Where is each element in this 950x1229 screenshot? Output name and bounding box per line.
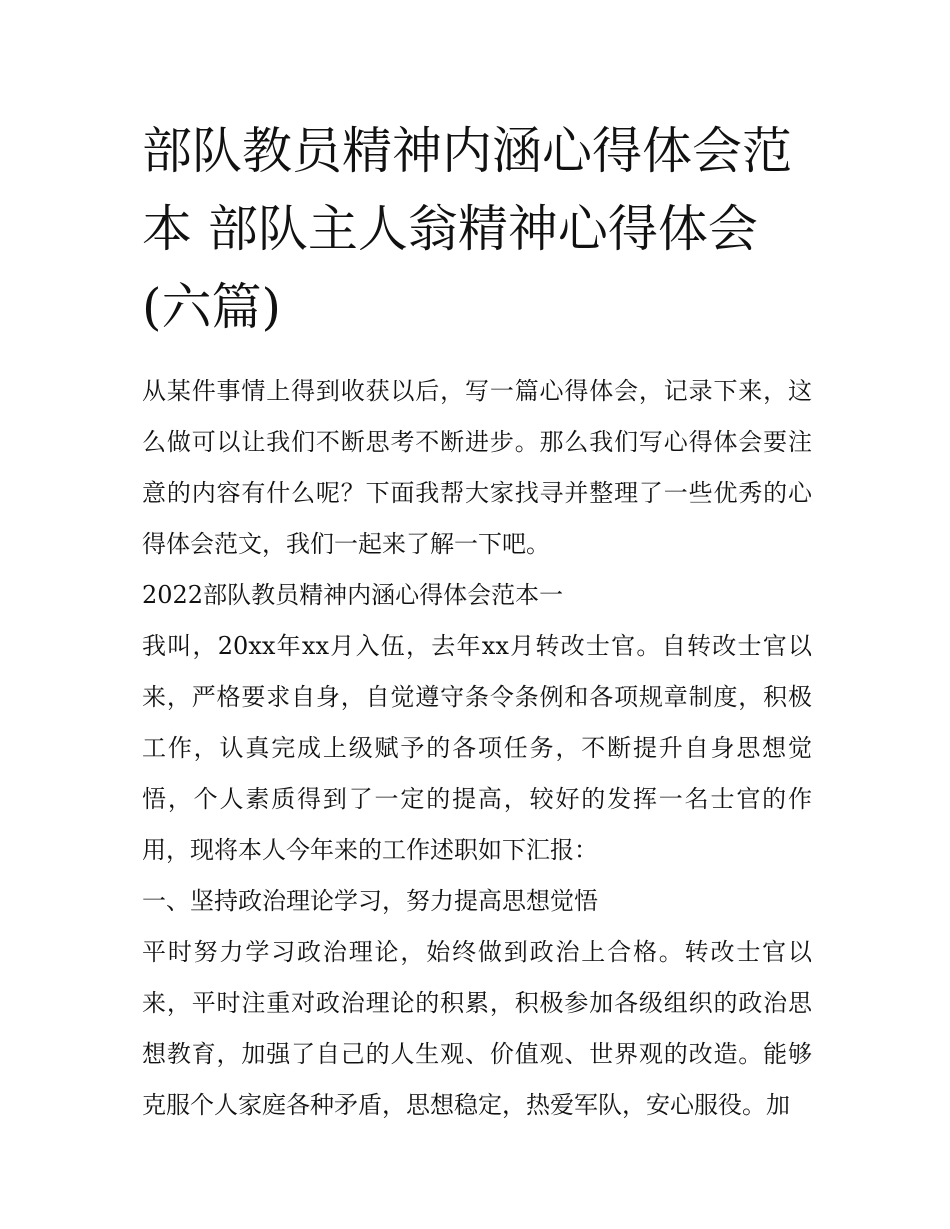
title-line-3: (六篇) (142, 278, 282, 336)
title-line-2: 本 部队主人翁精神心得体会 (142, 200, 758, 258)
intro-paragraph: 从某件事情上得到收获以后，写一篇心得体会，记录下来，这么做可以让我们不断思考不断进步。那么我们写心得体会要注意的内容有什么呢？下面我帮大家找寻并整理了一些优秀的心得体会范文，我们一起来了解一下吧。 (142, 377, 812, 558)
section-heading-political-study: 一、坚持政治理论学习，努力提高思想觉悟 (142, 887, 598, 915)
document-body (142, 366, 812, 1131)
body-paragraph-2: 平时努力学习政治理论，始终做到政治上合格。转改士官以来，平时注重对政治理论的积累，积极参加各级组织的政治思想教育，加强了自己的人生观、价值观、世界观的改造。能够克服个人家庭各种矛盾，思想稳定，热爱军队，安心服役。加 (142, 938, 812, 1119)
section-heading-sample-one: 2022部队教员精神内涵心得体会范本一 (142, 581, 564, 609)
document-title (142, 112, 812, 346)
body-paragraph-1: 我叫，20xx年xx月入伍，去年xx月转改士官。自转改士官以来，严格要求自身，自觉遵守条令条例和各项规章制度，积极工作，认真完成上级赋予的各项任务，不断提升自身思想觉悟，个人素质得到了一定的提高，较好的发挥一名士官的作用，现将本人今年来的工作述职如下汇报： (142, 632, 812, 864)
document-content (142, 112, 812, 1131)
title-line-1: 部队教员精神内涵心得体会范 (142, 122, 792, 180)
